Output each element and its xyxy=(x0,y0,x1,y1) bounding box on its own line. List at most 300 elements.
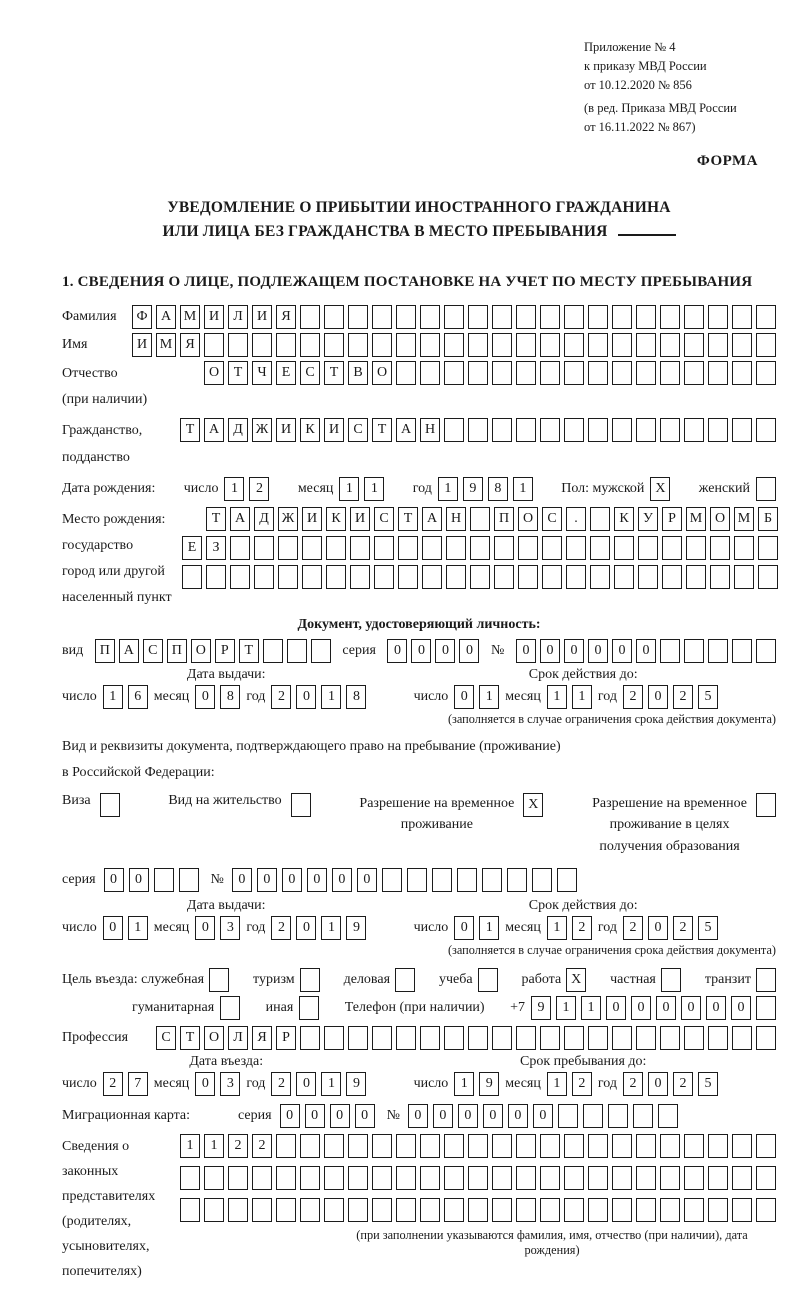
char-cell[interactable]: 2 xyxy=(623,685,643,709)
char-cell[interactable]: 0 xyxy=(564,639,584,663)
char-cell[interactable] xyxy=(540,1134,560,1158)
char-cell[interactable]: 0 xyxy=(411,639,431,663)
sex-male-checkbox[interactable] xyxy=(650,477,670,501)
char-cell[interactable]: 0 xyxy=(330,1104,350,1128)
char-cell[interactable] xyxy=(660,305,680,329)
char-cell[interactable] xyxy=(732,1134,752,1158)
char-cell[interactable] xyxy=(540,1166,560,1190)
char-cell[interactable] xyxy=(614,536,634,560)
char-cell[interactable] xyxy=(588,1026,608,1050)
char-cell[interactable] xyxy=(348,1166,368,1190)
char-cell[interactable] xyxy=(564,305,584,329)
char-cell[interactable]: П xyxy=(494,507,514,531)
char-cell[interactable] xyxy=(446,565,466,589)
char-cell[interactable]: 0 xyxy=(305,1104,325,1128)
char-cell[interactable]: 0 xyxy=(104,868,124,892)
char-cell[interactable] xyxy=(492,333,512,357)
char-cell[interactable] xyxy=(492,1166,512,1190)
char-cell[interactable] xyxy=(732,1198,752,1222)
char-cell[interactable] xyxy=(300,1166,320,1190)
char-cell[interactable]: 0 xyxy=(296,916,316,940)
char-cell[interactable]: Я xyxy=(252,1026,272,1050)
char-cell[interactable]: И xyxy=(302,507,322,531)
char-cell[interactable]: Т xyxy=(206,507,226,531)
char-cell[interactable] xyxy=(348,1198,368,1222)
purpose-transit-checkbox[interactable] xyxy=(756,968,776,992)
char-cell[interactable] xyxy=(324,1166,344,1190)
char-cell[interactable] xyxy=(660,1198,680,1222)
char-cell[interactable] xyxy=(468,1166,488,1190)
char-cell[interactable]: 1 xyxy=(479,685,499,709)
char-cell[interactable] xyxy=(382,868,402,892)
char-cell[interactable] xyxy=(588,361,608,385)
char-cell[interactable]: 0 xyxy=(195,1072,215,1096)
char-cell[interactable] xyxy=(756,996,776,1020)
char-cell[interactable] xyxy=(660,639,680,663)
char-cell[interactable] xyxy=(252,1198,272,1222)
char-cell[interactable]: 0 xyxy=(387,639,407,663)
char-cell[interactable]: Ж xyxy=(278,507,298,531)
char-cell[interactable] xyxy=(590,536,610,560)
char-cell[interactable]: Я xyxy=(276,305,296,329)
char-cell[interactable]: Е xyxy=(276,361,296,385)
char-cell[interactable] xyxy=(756,639,776,663)
char-cell[interactable]: 0 xyxy=(533,1104,553,1128)
char-cell[interactable] xyxy=(220,996,240,1020)
char-cell[interactable]: 5 xyxy=(698,916,718,940)
char-cell[interactable]: П xyxy=(95,639,115,663)
char-cell[interactable]: К xyxy=(300,418,320,442)
char-cell[interactable]: М xyxy=(180,305,200,329)
char-cell[interactable] xyxy=(516,333,536,357)
char-cell[interactable] xyxy=(660,361,680,385)
char-cell[interactable] xyxy=(422,536,442,560)
char-cell[interactable] xyxy=(756,477,776,501)
purpose-work-checkbox[interactable] xyxy=(566,968,586,992)
char-cell[interactable] xyxy=(708,1198,728,1222)
char-cell[interactable] xyxy=(492,1134,512,1158)
char-cell[interactable] xyxy=(557,868,577,892)
char-cell[interactable] xyxy=(612,1198,632,1222)
purpose-humanitarian-checkbox[interactable] xyxy=(220,996,240,1020)
char-cell[interactable]: 2 xyxy=(228,1134,248,1158)
char-cell[interactable] xyxy=(324,1198,344,1222)
char-cell[interactable] xyxy=(348,333,368,357)
char-cell[interactable] xyxy=(276,1166,296,1190)
char-cell[interactable]: 0 xyxy=(332,868,352,892)
char-cell[interactable] xyxy=(374,565,394,589)
char-cell[interactable] xyxy=(638,536,658,560)
char-cell[interactable] xyxy=(636,1198,656,1222)
char-cell[interactable]: 2 xyxy=(673,1072,693,1096)
char-cell[interactable] xyxy=(758,536,778,560)
char-cell[interactable] xyxy=(398,565,418,589)
char-cell[interactable] xyxy=(636,1134,656,1158)
char-cell[interactable]: 2 xyxy=(252,1134,272,1158)
char-cell[interactable]: О xyxy=(518,507,538,531)
char-cell[interactable]: 0 xyxy=(516,639,536,663)
char-cell[interactable] xyxy=(564,361,584,385)
char-cell[interactable]: 2 xyxy=(673,685,693,709)
char-cell[interactable] xyxy=(348,305,368,329)
char-cell[interactable] xyxy=(756,1026,776,1050)
char-cell[interactable] xyxy=(708,639,728,663)
char-cell[interactable]: X xyxy=(523,793,543,817)
char-cell[interactable]: 1 xyxy=(180,1134,200,1158)
char-cell[interactable] xyxy=(710,565,730,589)
char-cell[interactable] xyxy=(564,1134,584,1158)
char-cell[interactable] xyxy=(287,639,307,663)
char-cell[interactable]: 1 xyxy=(556,996,576,1020)
char-cell[interactable] xyxy=(662,536,682,560)
char-cell[interactable] xyxy=(228,333,248,357)
char-cell[interactable]: X xyxy=(650,477,670,501)
char-cell[interactable] xyxy=(468,1026,488,1050)
char-cell[interactable]: И xyxy=(204,305,224,329)
char-cell[interactable] xyxy=(612,1134,632,1158)
char-cell[interactable] xyxy=(658,1104,678,1128)
char-cell[interactable]: М xyxy=(686,507,706,531)
char-cell[interactable] xyxy=(614,565,634,589)
char-cell[interactable]: 8 xyxy=(488,477,508,501)
char-cell[interactable] xyxy=(228,1166,248,1190)
char-cell[interactable] xyxy=(540,361,560,385)
char-cell[interactable]: И xyxy=(350,507,370,531)
char-cell[interactable] xyxy=(564,1026,584,1050)
purpose-other-checkbox[interactable] xyxy=(299,996,319,1020)
char-cell[interactable] xyxy=(324,1134,344,1158)
char-cell[interactable] xyxy=(588,1134,608,1158)
char-cell[interactable]: С xyxy=(300,361,320,385)
char-cell[interactable] xyxy=(396,1198,416,1222)
char-cell[interactable] xyxy=(540,333,560,357)
char-cell[interactable] xyxy=(564,1166,584,1190)
char-cell[interactable] xyxy=(228,1198,248,1222)
char-cell[interactable] xyxy=(684,418,704,442)
char-cell[interactable] xyxy=(516,1198,536,1222)
char-cell[interactable]: 0 xyxy=(232,868,252,892)
char-cell[interactable] xyxy=(583,1104,603,1128)
char-cell[interactable] xyxy=(588,1198,608,1222)
char-cell[interactable] xyxy=(302,565,322,589)
char-cell[interactable] xyxy=(708,333,728,357)
char-cell[interactable]: 5 xyxy=(698,685,718,709)
char-cell[interactable] xyxy=(180,1198,200,1222)
char-cell[interactable]: 2 xyxy=(103,1072,123,1096)
char-cell[interactable] xyxy=(638,565,658,589)
char-cell[interactable] xyxy=(588,333,608,357)
char-cell[interactable] xyxy=(516,361,536,385)
char-cell[interactable]: Д xyxy=(228,418,248,442)
char-cell[interactable] xyxy=(324,1026,344,1050)
char-cell[interactable]: 0 xyxy=(458,1104,478,1128)
char-cell[interactable]: 1 xyxy=(204,1134,224,1158)
char-cell[interactable] xyxy=(276,1198,296,1222)
char-cell[interactable]: 5 xyxy=(698,1072,718,1096)
char-cell[interactable] xyxy=(468,1198,488,1222)
char-cell[interactable]: И xyxy=(252,305,272,329)
char-cell[interactable]: 2 xyxy=(572,916,592,940)
char-cell[interactable] xyxy=(420,333,440,357)
char-cell[interactable] xyxy=(542,565,562,589)
char-cell[interactable]: 0 xyxy=(648,916,668,940)
char-cell[interactable] xyxy=(444,361,464,385)
char-cell[interactable]: И xyxy=(132,333,152,357)
char-cell[interactable] xyxy=(558,1104,578,1128)
char-cell[interactable]: Л xyxy=(228,1026,248,1050)
char-cell[interactable] xyxy=(734,536,754,560)
char-cell[interactable] xyxy=(612,361,632,385)
char-cell[interactable]: 2 xyxy=(623,1072,643,1096)
char-cell[interactable]: . xyxy=(566,507,586,531)
char-cell[interactable] xyxy=(300,1026,320,1050)
char-cell[interactable]: Т xyxy=(228,361,248,385)
char-cell[interactable]: О xyxy=(710,507,730,531)
char-cell[interactable] xyxy=(396,305,416,329)
char-cell[interactable] xyxy=(492,1198,512,1222)
char-cell[interactable]: 1 xyxy=(479,916,499,940)
char-cell[interactable] xyxy=(636,305,656,329)
char-cell[interactable] xyxy=(516,1026,536,1050)
char-cell[interactable] xyxy=(686,565,706,589)
char-cell[interactable] xyxy=(732,305,752,329)
char-cell[interactable]: 9 xyxy=(531,996,551,1020)
char-cell[interactable] xyxy=(612,305,632,329)
char-cell[interactable] xyxy=(758,565,778,589)
char-cell[interactable]: Т xyxy=(372,418,392,442)
char-cell[interactable]: 0 xyxy=(307,868,327,892)
char-cell[interactable] xyxy=(372,1134,392,1158)
char-cell[interactable]: 1 xyxy=(454,1072,474,1096)
char-cell[interactable] xyxy=(204,333,224,357)
char-cell[interactable]: 6 xyxy=(128,685,148,709)
char-cell[interactable]: 0 xyxy=(656,996,676,1020)
char-cell[interactable]: 1 xyxy=(321,685,341,709)
char-cell[interactable] xyxy=(660,333,680,357)
char-cell[interactable]: 1 xyxy=(547,916,567,940)
char-cell[interactable]: Л xyxy=(228,305,248,329)
char-cell[interactable]: 0 xyxy=(454,916,474,940)
char-cell[interactable]: 0 xyxy=(280,1104,300,1128)
char-cell[interactable] xyxy=(326,565,346,589)
char-cell[interactable] xyxy=(263,639,283,663)
char-cell[interactable] xyxy=(444,333,464,357)
char-cell[interactable] xyxy=(564,418,584,442)
char-cell[interactable] xyxy=(540,305,560,329)
purpose-study-checkbox[interactable] xyxy=(478,968,498,992)
char-cell[interactable]: 0 xyxy=(195,916,215,940)
char-cell[interactable]: 0 xyxy=(454,685,474,709)
char-cell[interactable] xyxy=(398,536,418,560)
char-cell[interactable]: З xyxy=(206,536,226,560)
char-cell[interactable] xyxy=(420,1198,440,1222)
char-cell[interactable]: Н xyxy=(446,507,466,531)
char-cell[interactable]: 1 xyxy=(438,477,458,501)
char-cell[interactable]: 1 xyxy=(581,996,601,1020)
char-cell[interactable] xyxy=(756,305,776,329)
char-cell[interactable] xyxy=(660,1026,680,1050)
char-cell[interactable] xyxy=(516,1134,536,1158)
char-cell[interactable]: 2 xyxy=(249,477,269,501)
char-cell[interactable] xyxy=(588,1166,608,1190)
char-cell[interactable] xyxy=(566,536,586,560)
char-cell[interactable] xyxy=(732,333,752,357)
char-cell[interactable] xyxy=(444,1198,464,1222)
char-cell[interactable] xyxy=(396,1026,416,1050)
char-cell[interactable] xyxy=(516,418,536,442)
char-cell[interactable]: 0 xyxy=(636,639,656,663)
char-cell[interactable] xyxy=(684,333,704,357)
char-cell[interactable] xyxy=(507,868,527,892)
char-cell[interactable] xyxy=(756,1134,776,1158)
char-cell[interactable] xyxy=(300,968,320,992)
char-cell[interactable]: Е xyxy=(182,536,202,560)
char-cell[interactable]: 3 xyxy=(220,1072,240,1096)
char-cell[interactable] xyxy=(734,565,754,589)
char-cell[interactable] xyxy=(470,507,490,531)
char-cell[interactable]: П xyxy=(167,639,187,663)
residence-permit-checkbox[interactable] xyxy=(291,793,311,817)
char-cell[interactable]: Ф xyxy=(132,305,152,329)
char-cell[interactable] xyxy=(532,868,552,892)
char-cell[interactable]: К xyxy=(614,507,634,531)
char-cell[interactable]: 0 xyxy=(282,868,302,892)
char-cell[interactable] xyxy=(732,1026,752,1050)
char-cell[interactable]: 0 xyxy=(631,996,651,1020)
char-cell[interactable] xyxy=(516,1166,536,1190)
char-cell[interactable]: Т xyxy=(180,418,200,442)
char-cell[interactable]: 1 xyxy=(103,685,123,709)
char-cell[interactable]: А xyxy=(119,639,139,663)
char-cell[interactable]: У xyxy=(638,507,658,531)
char-cell[interactable]: 3 xyxy=(220,916,240,940)
char-cell[interactable] xyxy=(660,1166,680,1190)
char-cell[interactable] xyxy=(300,1134,320,1158)
char-cell[interactable]: 2 xyxy=(623,916,643,940)
char-cell[interactable]: 9 xyxy=(463,477,483,501)
char-cell[interactable] xyxy=(396,333,416,357)
char-cell[interactable] xyxy=(564,333,584,357)
char-cell[interactable] xyxy=(518,565,538,589)
char-cell[interactable] xyxy=(420,305,440,329)
char-cell[interactable] xyxy=(395,968,415,992)
char-cell[interactable]: О xyxy=(372,361,392,385)
char-cell[interactable] xyxy=(756,793,776,817)
char-cell[interactable] xyxy=(252,1166,272,1190)
char-cell[interactable] xyxy=(302,536,322,560)
char-cell[interactable]: 7 xyxy=(128,1072,148,1096)
char-cell[interactable] xyxy=(470,565,490,589)
char-cell[interactable] xyxy=(276,333,296,357)
char-cell[interactable]: 0 xyxy=(731,996,751,1020)
char-cell[interactable] xyxy=(494,536,514,560)
char-cell[interactable] xyxy=(278,536,298,560)
char-cell[interactable]: А xyxy=(156,305,176,329)
char-cell[interactable] xyxy=(732,639,752,663)
char-cell[interactable] xyxy=(492,305,512,329)
char-cell[interactable] xyxy=(492,361,512,385)
char-cell[interactable] xyxy=(154,868,174,892)
char-cell[interactable]: М xyxy=(734,507,754,531)
char-cell[interactable] xyxy=(420,1026,440,1050)
char-cell[interactable] xyxy=(612,1166,632,1190)
purpose-tourism-checkbox[interactable] xyxy=(300,968,320,992)
char-cell[interactable]: О xyxy=(204,1026,224,1050)
char-cell[interactable] xyxy=(444,305,464,329)
char-cell[interactable]: И xyxy=(324,418,344,442)
char-cell[interactable]: К xyxy=(326,507,346,531)
char-cell[interactable] xyxy=(612,1026,632,1050)
purpose-business-checkbox[interactable] xyxy=(395,968,415,992)
char-cell[interactable] xyxy=(661,968,681,992)
char-cell[interactable] xyxy=(732,418,752,442)
char-cell[interactable] xyxy=(636,361,656,385)
char-cell[interactable] xyxy=(300,333,320,357)
char-cell[interactable] xyxy=(396,1166,416,1190)
char-cell[interactable]: 0 xyxy=(435,639,455,663)
char-cell[interactable]: 2 xyxy=(271,916,291,940)
char-cell[interactable] xyxy=(684,1026,704,1050)
char-cell[interactable] xyxy=(636,1026,656,1050)
char-cell[interactable]: 0 xyxy=(540,639,560,663)
char-cell[interactable] xyxy=(588,418,608,442)
char-cell[interactable]: М xyxy=(156,333,176,357)
char-cell[interactable] xyxy=(350,536,370,560)
char-cell[interactable] xyxy=(494,565,514,589)
char-cell[interactable] xyxy=(182,565,202,589)
char-cell[interactable]: 0 xyxy=(408,1104,428,1128)
char-cell[interactable] xyxy=(492,1026,512,1050)
char-cell[interactable]: 0 xyxy=(433,1104,453,1128)
char-cell[interactable]: Р xyxy=(276,1026,296,1050)
char-cell[interactable]: 1 xyxy=(321,1072,341,1096)
char-cell[interactable]: 0 xyxy=(129,868,149,892)
char-cell[interactable]: Р xyxy=(215,639,235,663)
char-cell[interactable] xyxy=(708,361,728,385)
char-cell[interactable] xyxy=(206,565,226,589)
char-cell[interactable]: 0 xyxy=(648,1072,668,1096)
char-cell[interactable]: 9 xyxy=(346,1072,366,1096)
char-cell[interactable]: 1 xyxy=(547,1072,567,1096)
char-cell[interactable]: И xyxy=(276,418,296,442)
char-cell[interactable] xyxy=(254,565,274,589)
sex-female-checkbox[interactable] xyxy=(756,477,776,501)
char-cell[interactable] xyxy=(468,1134,488,1158)
char-cell[interactable]: А xyxy=(230,507,250,531)
char-cell[interactable]: 0 xyxy=(483,1104,503,1128)
char-cell[interactable] xyxy=(660,1134,680,1158)
char-cell[interactable] xyxy=(756,361,776,385)
purpose-official-checkbox[interactable] xyxy=(209,968,229,992)
char-cell[interactable] xyxy=(732,361,752,385)
char-cell[interactable]: 0 xyxy=(681,996,701,1020)
char-cell[interactable] xyxy=(636,333,656,357)
char-cell[interactable]: Р xyxy=(662,507,682,531)
char-cell[interactable] xyxy=(684,1134,704,1158)
char-cell[interactable]: 0 xyxy=(195,685,215,709)
char-cell[interactable] xyxy=(204,1198,224,1222)
char-cell[interactable] xyxy=(566,565,586,589)
char-cell[interactable]: О xyxy=(191,639,211,663)
char-cell[interactable] xyxy=(756,418,776,442)
char-cell[interactable]: С xyxy=(143,639,163,663)
char-cell[interactable] xyxy=(708,305,728,329)
char-cell[interactable] xyxy=(540,1026,560,1050)
char-cell[interactable] xyxy=(684,1166,704,1190)
char-cell[interactable] xyxy=(444,1026,464,1050)
char-cell[interactable]: А xyxy=(204,418,224,442)
char-cell[interactable]: Д xyxy=(254,507,274,531)
